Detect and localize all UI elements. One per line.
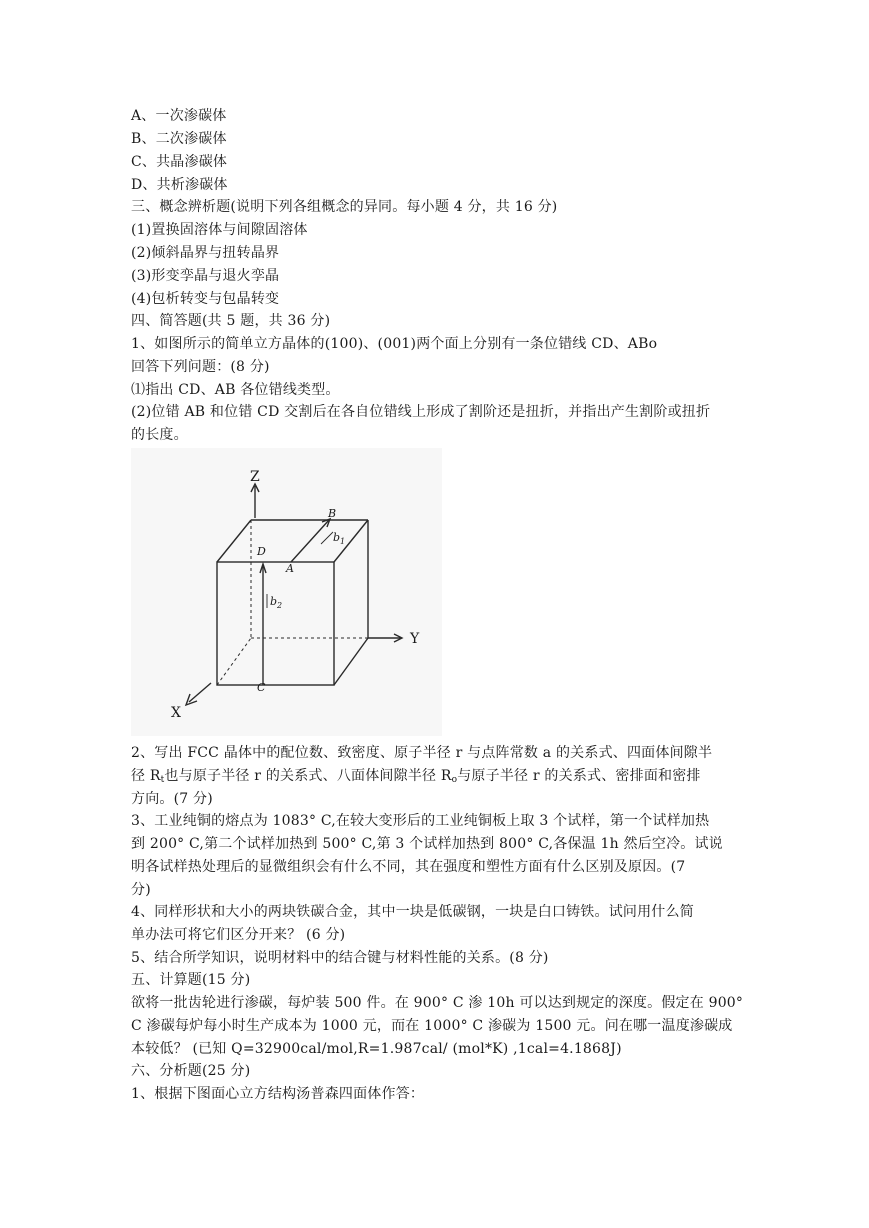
q3-line-3: 明各试样热处理后的显微组织会有什么不同，其在强度和塑性方面有什么区别及原因。(7: [131, 859, 686, 875]
b1-vector: [321, 532, 333, 544]
point-b-label: B: [328, 507, 337, 520]
q1-line-1: 1、如图所示的简单立方晶体的(100)、(001)两个面上分别有一条位错线 CD、ABo: [131, 336, 658, 352]
section5-line-2: C 渗碳每炉每小时生产成本为 1000 元，而在 1000° C 渗碳为 1500 元。问在哪一温度渗碳成: [131, 1018, 733, 1034]
section3-item-4: (4)包析转变与包晶转变: [131, 291, 280, 307]
section6-title: 六、分析题(25 分): [131, 1063, 251, 1079]
q3-line-2: 到 200° C,第二个试样加热到 500° C,第 3 个试样加热到 800° C,各保温 1h 然后空冷。试说: [131, 836, 723, 852]
choice-d: D、共析渗碳体: [131, 177, 228, 193]
section3-item-1: (1)置换固溶体与间隙固溶体: [131, 222, 308, 238]
q4-line-2: 单办法可将它们区分开来？ (6 分): [131, 927, 346, 943]
choice-b: B、二次渗碳体: [131, 131, 227, 147]
q3-line-1: 3、工业纯铜的熔点为 1083° C,在较大变形后的工业纯铜板上取 3 个试样，第一个试样加热: [131, 813, 710, 829]
burgers-b2-label: $b_2$: [270, 595, 283, 610]
q1-line-4: (2)位错 AB 和位错 CD 交割后在各自位错线上形成了割阶还是扭折，并指出产生割阶或扭折: [131, 404, 711, 420]
q2-line-1: 2、写出 FCC 晶体中的配位数、致密度、原子半径 r 与点阵常数 a 的关系式、四面体间隙半: [131, 745, 713, 761]
point-d-label: D: [257, 545, 266, 558]
section3-item-2: (2)倾斜晶界与扭转晶界: [131, 245, 280, 261]
z-label: Z: [250, 469, 260, 485]
cube-front-face: [217, 562, 334, 685]
choice-a: A、一次渗碳体: [131, 108, 227, 124]
q2-line-2: 径 $R_t$也与原子半径 r 的关系式、八面体间隙半径 $R_o$与原子半径 r 的关系式、密排面和密排: [131, 768, 701, 785]
section5-line-1: 欲将一批齿轮进行渗碳，每炉装 500 件。在 900° C 渗 10h 可以达到规定的深度。假定在 900°: [131, 995, 744, 1011]
q5-line: 5、结合所学知识，说明材料中的结合键与材料性能的关系。(8 分): [131, 950, 549, 966]
x-axis: [189, 683, 211, 702]
burgers-b1-label: $b_1$: [333, 531, 346, 546]
section4-title: 四、简答题(共 5 题，共 36 分): [131, 313, 331, 329]
section5-line-3: 本较低？ (已知 Q=32900cal/mol,R=1.987cal/ (mol*K) ,1cal=4.1868J): [131, 1041, 622, 1057]
y-label: Y: [410, 631, 420, 647]
section3-item-3: (3)形变孪晶与退火孪晶: [131, 268, 280, 284]
cube-edge-top-left: [217, 520, 251, 562]
point-a-label: A: [286, 562, 294, 575]
dislocation-ab: [291, 520, 329, 562]
q1-line-2: 回答下列问题：(8 分): [131, 359, 270, 375]
q1-line-3: ⑴指出 CD、AB 各位错线类型。: [131, 382, 340, 398]
q1-line-5: 的长度。: [131, 427, 188, 443]
choice-c: C、共晶渗碳体: [131, 154, 228, 170]
point-c-label: C: [257, 681, 266, 694]
x-label: X: [171, 705, 181, 721]
section5-title: 五、计算题(15 分): [131, 972, 251, 988]
cube-dislocation-figure: [131, 448, 442, 736]
cube-edge-bottom-right: [334, 638, 368, 685]
hidden-edge-diagonal: [217, 638, 251, 685]
q4-line-1: 4、同样形状和大小的两块铁碳合金，其中一块是低碳钢，一块是白口铸铁。试问用什么简: [131, 904, 694, 920]
section3-title: 三、概念辨析题(说明下列各组概念的异同。每小题 4 分，共 16 分): [131, 199, 558, 215]
q2-line-3: 方向。(7 分): [131, 791, 213, 807]
section6-q1: 1、根据下图面心立方结构汤普森四面体作答：: [131, 1086, 425, 1102]
q3-line-4: 分): [131, 882, 151, 898]
